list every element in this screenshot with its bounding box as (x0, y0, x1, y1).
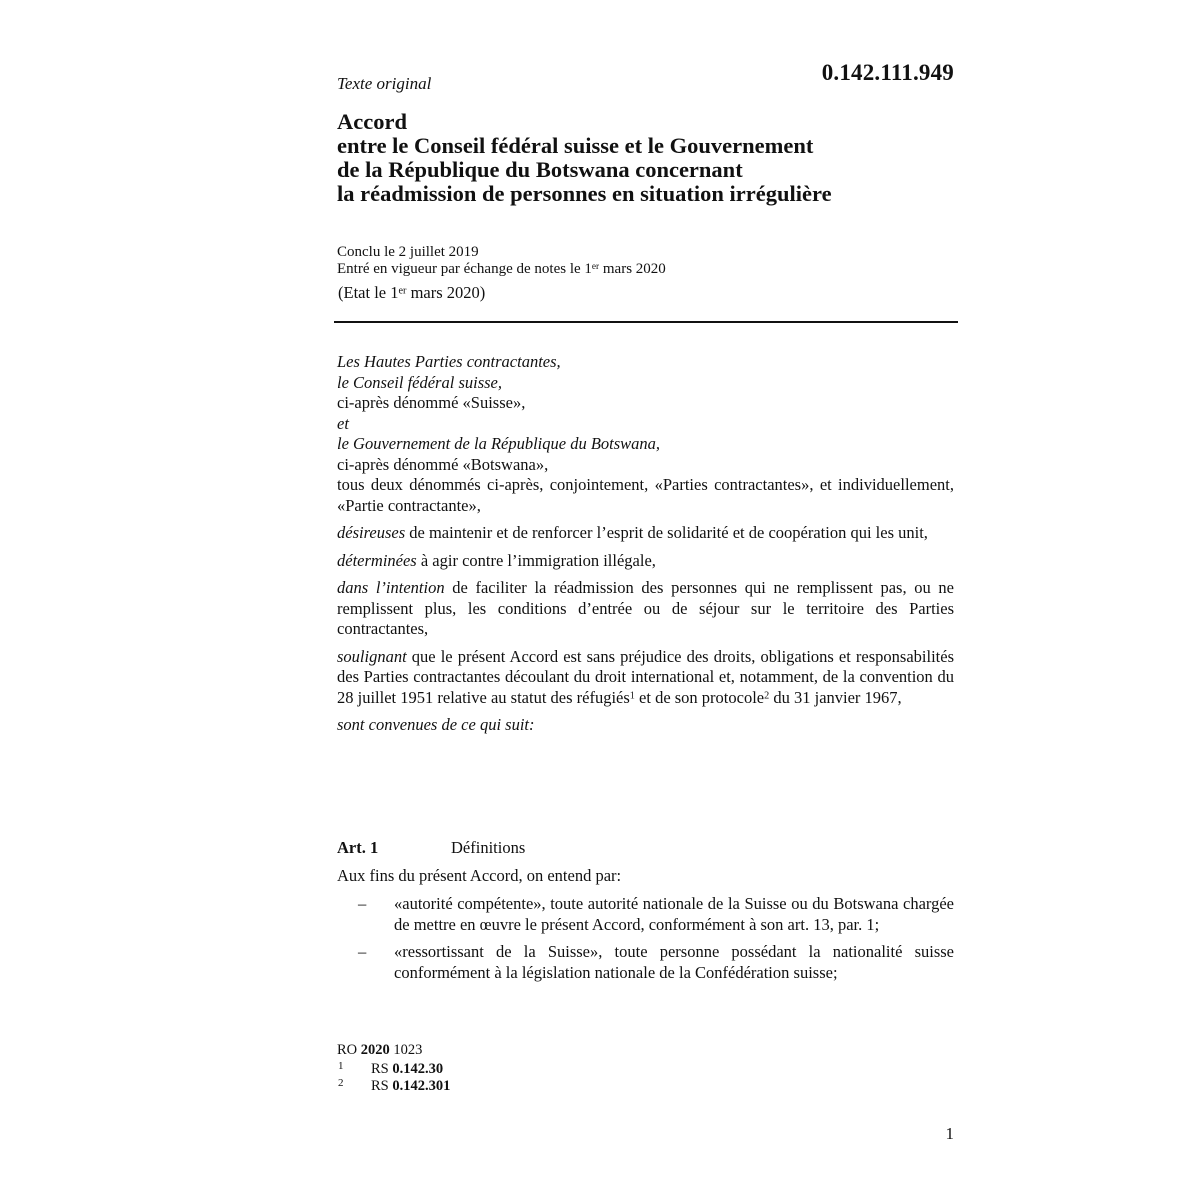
ro-page: 1023 (389, 1042, 423, 1058)
state-suffix: mars 2020) (406, 283, 486, 302)
recital-4-text: que le présent Accord est sans préjudice des droits, obligations et responsabilités des Parties contractantes découlant du droit international et, notamment, de la convention du 28 juillet 1951 relative au statut des réfugiés (337, 646, 954, 707)
recital-3-text: de faciliter la réadmission des personnes qui ne remplissent pas, ou ne remplissent plus, les conditions d’entrée ou de séjour sur le territoire des Parties contractantes, (337, 578, 954, 638)
official-collection-ref (337, 1042, 422, 1059)
state-date (338, 283, 485, 303)
sr-number: 0.142.111.949 (821, 60, 954, 85)
party-botswana-alias: ci-après dénommé «Botswana», (337, 454, 549, 474)
conjunction: et (337, 413, 349, 433)
list-item (337, 894, 954, 935)
article-1-heading (337, 838, 525, 858)
header-divider (334, 321, 958, 323)
footnote-link[interactable]: 0.142.301 (392, 1078, 451, 1094)
agreement-statement: sont convenues de ce qui suit: (337, 715, 535, 734)
party-switzerland-alias: ci-après dénommé «Suisse», (337, 393, 526, 412)
document-title (337, 110, 832, 206)
recital-1 (337, 523, 954, 544)
footnote-ref-2[interactable]: 2 (764, 689, 770, 701)
state-prefix: (Etat le 1 (338, 283, 399, 302)
party-botswana: le Gouvernement de la République du Botswana, (337, 434, 661, 453)
footnote-prefix: RS (371, 1061, 393, 1077)
recital-3 (337, 578, 954, 640)
ro-year: 2020 (360, 1042, 390, 1058)
recital-4-lead: soulignant (337, 646, 407, 666)
recital-1-text: de maintenir et de renforcer l’esprit de solidarité et de coopération qui les unit, (405, 523, 928, 542)
recital-2-lead: déterminées (337, 550, 417, 570)
recital-3-lead: dans l’intention (337, 578, 445, 597)
title-line: de la République du Botswana concernant (337, 157, 743, 182)
footnote (337, 1078, 450, 1095)
dash-bullet: – (358, 894, 367, 913)
footnote-prefix: RS (371, 1078, 393, 1094)
recital-2 (337, 551, 954, 572)
recital-1-lead: désireuses (337, 523, 406, 542)
footnote-link[interactable]: 0.142.30 (392, 1061, 444, 1077)
article-intro: Aux fins du présent Accord, on entend par: (337, 866, 622, 885)
list-item (337, 942, 954, 983)
entry-prefix: Entré en vigueur par échange de notes le 1 (337, 261, 592, 277)
page-number: 1 (945, 1124, 954, 1143)
article-title: Définitions (451, 838, 526, 857)
recital-4-text: et de son protocole (634, 687, 765, 707)
footnote-number: 1 (338, 1060, 344, 1072)
entry-into-force (337, 261, 666, 278)
footnote-number: 2 (338, 1077, 344, 1089)
article-number: Art. 1 (337, 838, 379, 857)
entry-sup: er (591, 261, 600, 272)
title-line: entre le Conseil fédéral suisse et le Gouvernement (337, 133, 814, 158)
definitions-list (337, 894, 954, 990)
original-text-label: Texte original (337, 74, 432, 93)
title-line: la réadmission de personnes en situation irrégulière (337, 181, 832, 206)
title-line: Accord (337, 109, 407, 134)
definition-text: «autorité compétente», toute autorité nationale de la Suisse ou du Botswana chargée de mettre en œuvre le présent Accord, conformément à son art. 13, par. 1; (394, 894, 954, 934)
recital-2-text: à agir contre l’immigration illégale, (416, 550, 656, 570)
dash-bullet: – (358, 942, 367, 961)
parties-heading: Les Hautes Parties contractantes, (337, 352, 561, 371)
definition-text: «ressortissant de la Suisse», toute personne possédant la nationalité suisse conformément à la législation nationale de la Confédération suisse; (394, 942, 954, 982)
footnote (337, 1061, 450, 1078)
footnotes (337, 1061, 450, 1095)
state-sup: er (398, 285, 407, 297)
conclusion-info (337, 244, 666, 278)
document-page (337, 0, 957, 1200)
recital-4-text: du 31 janvier 1967, (769, 687, 902, 707)
recital-4 (337, 647, 954, 709)
footnote-ref-1[interactable]: 1 (629, 689, 635, 701)
entry-suffix: mars 2020 (599, 261, 666, 277)
concluded-date: Conclu le 2 juillet 2019 (337, 244, 479, 260)
preamble (337, 352, 954, 743)
party-switzerland: le Conseil fédéral suisse, (337, 372, 502, 392)
parties-together: tous deux dénommés ci-après, conjointement, «Parties contractantes», et individuellement, «Partie contractante», (337, 475, 954, 515)
ro-prefix: RO (337, 1042, 361, 1058)
